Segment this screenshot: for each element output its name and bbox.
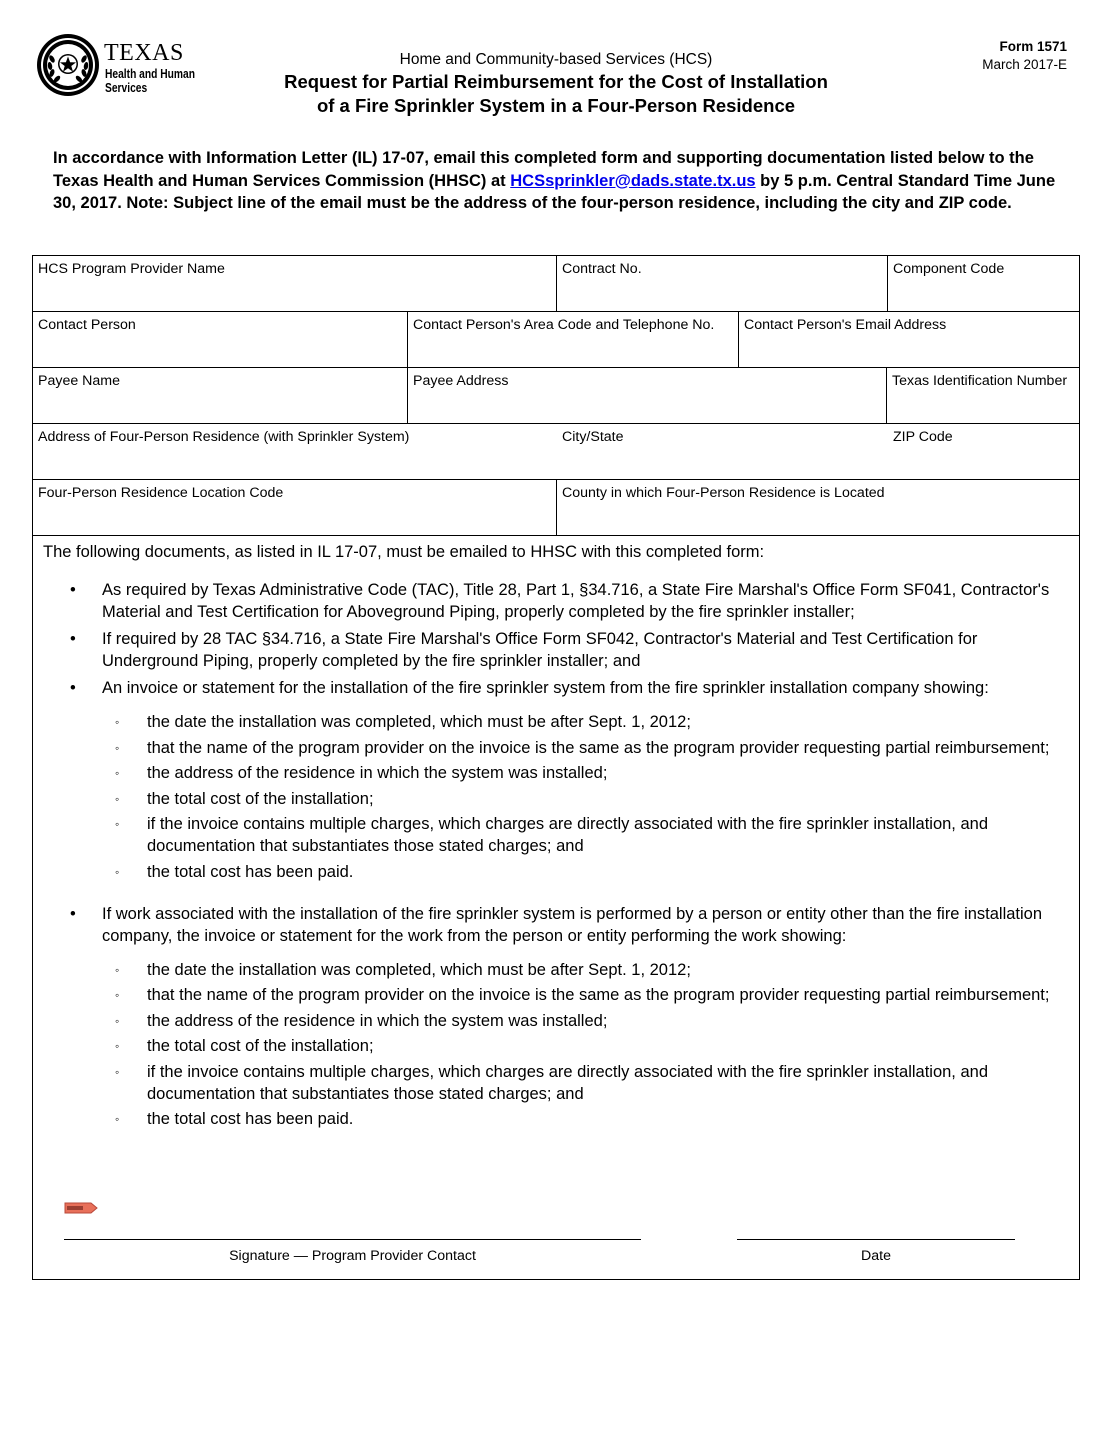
bullet-icon: • (70, 679, 76, 697)
documents-list (43, 579, 1063, 1130)
list-item-text: An invoice or statement for the installation of the fire sprinkler system from the fire sprinkler installation company showing: (102, 679, 989, 697)
documents-lead: The following documents, as listed in IL 17-07, must be emailed to HHSC with this completed form: (43, 543, 765, 561)
contract-no-field[interactable] (557, 256, 887, 311)
form-title-line-2: of a Fire Sprinkler System in a Four-Person Residence (316, 95, 796, 116)
date-line[interactable] (737, 1239, 1015, 1240)
city-state-field[interactable] (557, 424, 887, 479)
payee-address-field[interactable] (408, 368, 886, 423)
texas-hhs-logo (36, 33, 206, 101)
list-item (43, 628, 1063, 672)
field-label: Contact Person's Email Address (744, 317, 947, 333)
sub-item-text: the date the installation was completed, which must be after Sept. 1, 2012; (147, 960, 691, 979)
texas-id-field[interactable] (887, 368, 1080, 423)
logo-agency-text (105, 67, 195, 95)
sub-bullet-icon: ◦ (115, 1064, 120, 1079)
provider-name-field[interactable] (33, 256, 556, 311)
sub-bullet-icon: ◦ (115, 817, 120, 831)
field-label: ZIP Code (893, 429, 953, 445)
logo-texas-text: TEXAS (104, 40, 184, 66)
sub-list-item (95, 984, 1063, 1006)
field-label: HCS Program Provider Name (38, 261, 225, 277)
sub-list-item (95, 737, 1063, 759)
contact-person-field[interactable] (33, 312, 407, 367)
sub-bullet-icon: ◦ (115, 988, 120, 1002)
sub-list-item (95, 1010, 1063, 1032)
instructions-paragraph (53, 147, 1063, 215)
sub-list-item (95, 1108, 1063, 1130)
field-label: Address of Four-Person Residence (with Sprinkler System) (38, 429, 410, 445)
list-item (43, 579, 1063, 623)
instructions-text-1: In accordance with Information Letter (IL) 17-07, email this completed form and supporting documentation listed below to the Texas Health and Human Services Commission (HHSC) at (53, 149, 1034, 190)
sub-list-item (95, 788, 1063, 810)
sub-item-text: the total cost has been paid. (147, 862, 354, 881)
submission-email-link[interactable]: HCSsprinkler@dads.state.tx.us (510, 171, 756, 190)
sub-bullet-icon: ◦ (115, 1039, 120, 1053)
field-label: County in which Four-Person Residence is Located (562, 485, 885, 501)
field-label: Contact Person (38, 317, 136, 333)
list-item-text: If required by 28 TAC §34.716, a State Fire Marshal's Office Form SF042, Contractor's Material and Test Certification for Underground Piping, properly completed by the fire sprinkler installer; and (102, 630, 978, 670)
program-subtitle: Home and Community-based Services (HCS) (399, 51, 713, 68)
sub-bullet-icon: ◦ (115, 1112, 120, 1126)
sub-bullet-icon: ◦ (115, 1013, 120, 1028)
sub-list-item (95, 813, 1063, 857)
list-item-text: As required by Texas Administrative Code (TAC), Title 28, Part 1, §34.716, a State Fire Marshal's Office Form SF041, Contractor's Material and Test Certification for Aboveground Piping, properly completed by the fire sprinkler installer; (102, 581, 1050, 621)
residence-address-field[interactable] (33, 424, 557, 479)
field-label: Contract No. (562, 261, 642, 277)
zip-code-field[interactable] (888, 424, 1080, 479)
sub-bullet-icon: ◦ (115, 740, 120, 755)
form-identifier (982, 38, 1067, 74)
county-field[interactable] (557, 480, 1080, 535)
sub-list-item (95, 762, 1063, 784)
field-label: Payee Name (38, 373, 121, 389)
sub-bullet-icon: ◦ (115, 715, 120, 729)
bullet-icon: • (70, 630, 76, 648)
sub-bullet-icon: ◦ (115, 791, 120, 806)
texas-seal-icon (36, 33, 100, 97)
row-divider (33, 535, 1079, 536)
sub-item-text: the total cost has been paid. (147, 1110, 354, 1128)
field-label: Payee Address (413, 373, 509, 389)
sub-list-item (95, 1061, 1063, 1105)
payee-name-field[interactable] (33, 368, 407, 423)
sub-bullet-icon: ◦ (115, 766, 120, 780)
bullet-icon: • (70, 581, 76, 599)
sub-list-item (95, 861, 1063, 883)
form-title (200, 70, 912, 118)
invoice-requirements-list (95, 711, 1063, 883)
field-label: City/State (562, 429, 624, 445)
sub-bullet-icon: ◦ (115, 962, 120, 977)
field-label: Component Code (893, 261, 1005, 277)
sub-item-text: if the invoice contains multiple charges, which charges are directly associated with the fire sprinkler installation, and documentation that substantiates those stated charges; and (147, 815, 989, 855)
instructions-text-2: by 5 p.m. Central Standard Time June 30, 2017. Note: Subject line of the email must be the address of the four-person residence, including the city and ZIP code. (53, 171, 1056, 212)
form-title-line-1: Request for Partial Reimbursement for the Cost of Installation (284, 71, 828, 92)
sub-item-text: that the name of the program provider on the invoice is the same as the program provider requesting partial reimbursement; (147, 986, 1050, 1004)
sub-item-text: the address of the residence in which the system was installed; (147, 764, 608, 782)
component-code-field[interactable] (888, 256, 1080, 311)
sub-item-text: the total cost of the installation; (147, 789, 374, 808)
logo-line-2: Services (105, 81, 148, 95)
sub-item-text: the date the installation was completed, which must be after Sept. 1, 2012; (147, 713, 691, 731)
location-code-field[interactable] (33, 480, 556, 535)
sub-list-item (95, 711, 1063, 733)
third-party-invoice-requirements-list (95, 959, 1063, 1131)
logo-line-1: Health and Human (105, 67, 195, 81)
date-label: Date (861, 1248, 891, 1264)
field-label: Four-Person Residence Location Code (38, 485, 284, 501)
sub-item-text: that the name of the program provider on the invoice is the same as the program provider requesting partial reimbursement; (147, 738, 1050, 757)
list-item (43, 677, 1063, 883)
sticky-note-icon[interactable] (64, 1202, 98, 1214)
signature-line[interactable] (64, 1239, 641, 1240)
required-documents-section (43, 541, 1063, 1144)
contact-phone-field[interactable] (408, 312, 738, 367)
contact-email-field[interactable] (739, 312, 1080, 367)
field-label: Contact Person's Area Code and Telephone No. (413, 317, 715, 333)
sub-item-text: the address of the residence in which the system was installed; (147, 1011, 608, 1030)
sub-item-text: if the invoice contains multiple charges, which charges are directly associated with the fire sprinkler installation, and documentation that substantiates those stated charges; and (147, 1062, 989, 1103)
sub-list-item (95, 1035, 1063, 1057)
sub-list-item (95, 959, 1063, 981)
list-item-text: If work associated with the installation of the fire sprinkler system is performed by a person or entity other than the fire installation company, the invoice or statement for the work from the person or entity performing the work showing: (102, 904, 1043, 945)
sub-item-text: the total cost of the installation; (147, 1037, 374, 1055)
form-number: Form 1571 (999, 39, 1067, 54)
form-revision-date: March 2017-E (982, 57, 1067, 72)
signature-label: Signature — Program Provider Contact (229, 1248, 476, 1264)
sub-bullet-icon: ◦ (115, 864, 120, 879)
field-label: Texas Identification Number (892, 373, 1068, 389)
bullet-icon: • (70, 904, 76, 923)
list-item (43, 903, 1063, 1131)
